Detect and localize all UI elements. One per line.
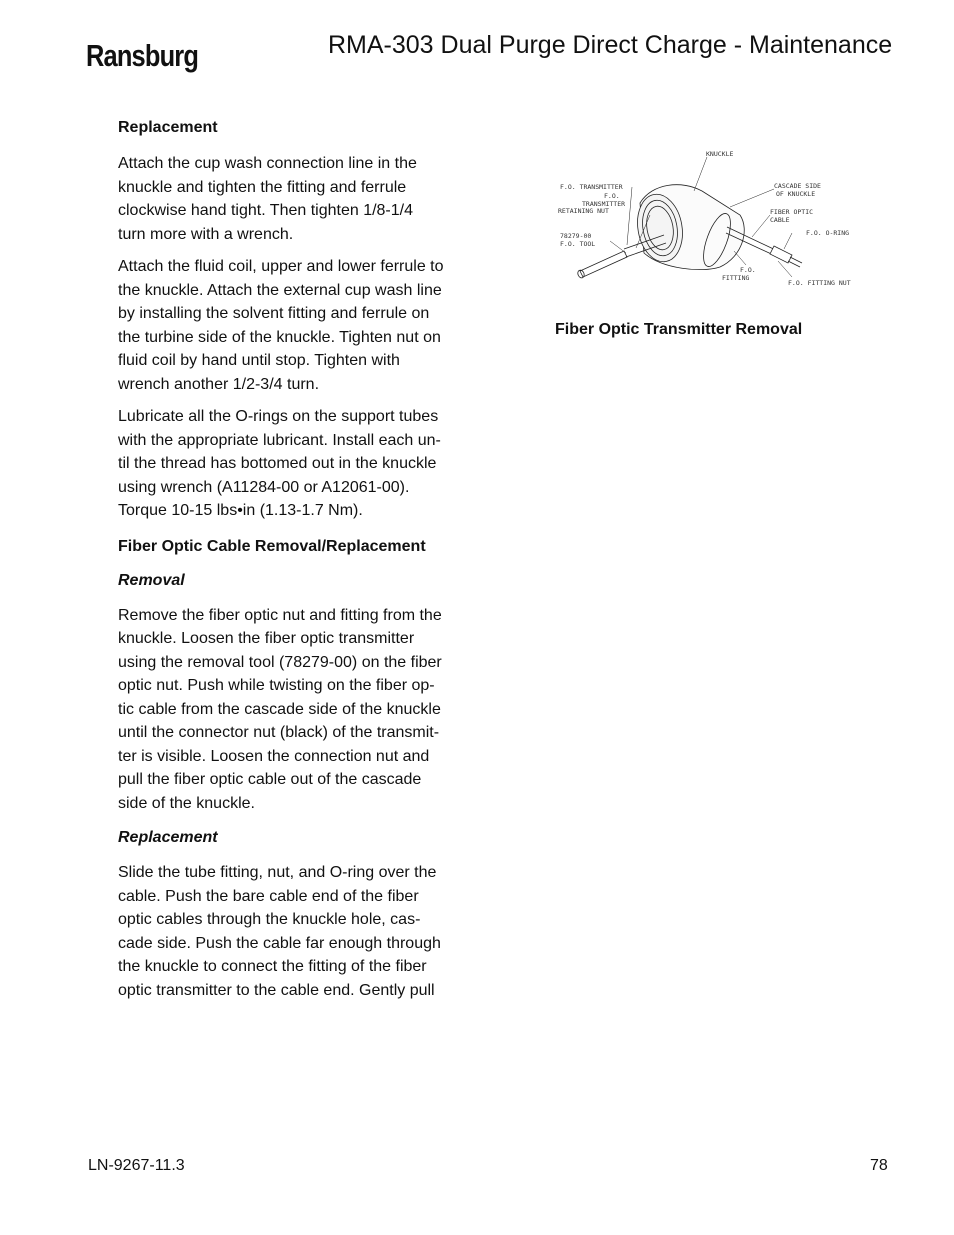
text-line: optic cables through the knuckle hole, cas- xyxy=(118,911,421,928)
paragraph-cup-wash xyxy=(118,152,478,246)
text-line: fluid coil by hand until stop. Tighten with xyxy=(118,352,400,369)
callout-fiber-optic-cable-1: FIBER OPTIC xyxy=(770,208,814,216)
subheading-removal: Removal xyxy=(118,571,185,589)
heading-replacement: Replacement xyxy=(118,119,218,136)
text-line: Slide the tube fitting, nut, and O-ring over the xyxy=(118,864,437,881)
text-line: the knuckle. Attach the external cup wash line xyxy=(118,281,442,299)
heading-fiber-optic-cable: Fiber Optic Cable Removal/Replacement xyxy=(118,537,426,555)
page-number: 78 xyxy=(870,1157,888,1174)
text-line: cable. Push the bare cable end of the fiber xyxy=(118,887,419,905)
callout-knuckle: KNUCKLE xyxy=(706,150,734,158)
text-line: Remove the fiber optic nut and fitting from the xyxy=(118,606,442,624)
text-line: Attach the fluid coil, upper and lower ferrule to xyxy=(118,258,444,275)
callout-cascade-side-2: OF KNUCKLE xyxy=(776,190,816,198)
page-title: RMA-303 Dual Purge Direct Charge - Maintenance xyxy=(328,31,893,59)
text-line: ter is visible. Loosen the connection nut and xyxy=(118,747,430,765)
paragraph-replacement xyxy=(118,861,478,1002)
text-line: Lubricate all the O-rings on the support tubes xyxy=(118,408,439,425)
paragraph-fluid-coil xyxy=(118,255,478,396)
subheading-replacement: Replacement xyxy=(118,829,218,846)
callout-retaining-nut-2: TRANSMITTER xyxy=(582,200,626,208)
text-line: with the appropriate lubricant. Install each un- xyxy=(118,431,441,449)
text-line: using wrench (A11284-00 or A12061-00). xyxy=(118,478,410,496)
paragraph-o-rings xyxy=(118,405,478,523)
callout-fo-tool: F.O. TOOL xyxy=(560,240,596,248)
text-line: til the thread has bottomed out in the knuckle xyxy=(118,455,437,472)
ransburg-logo: Ransburg xyxy=(86,38,199,73)
text-line: using the removal tool (78279-00) on the fiber xyxy=(118,653,442,671)
text-line: knuckle and tighten the fitting and ferrule xyxy=(118,178,407,196)
text-line: cade side. Push the cable far enough through xyxy=(118,934,441,952)
callout-fo-transmitter: F.O. TRANSMITTER xyxy=(560,183,623,191)
text-line: tic cable from the cascade side of the knuckle xyxy=(118,700,441,718)
callout-fo-fitting-2: FITTING xyxy=(722,274,750,282)
left-column xyxy=(118,118,478,1011)
fiber-optic-transmitter-figure xyxy=(552,145,862,295)
callout-fo-oring: F.O. O-RING xyxy=(806,229,850,237)
text-line: clockwise hand tight. Then tighten 1/8-1/4 xyxy=(118,202,413,219)
figure-caption: Fiber Optic Transmitter Removal xyxy=(555,321,803,338)
callout-retaining-nut-3: RETAINING NUT xyxy=(558,207,609,215)
callout-retaining-nut-1: F.O. xyxy=(604,192,620,200)
callout-tool-number: 78279-00 xyxy=(560,232,592,240)
text-line: Torque 10-15 lbs•in (1.13-1.7 Nm). xyxy=(118,502,363,519)
paragraph-removal xyxy=(118,604,478,816)
text-line: Attach the cup wash connection line in the xyxy=(118,155,417,172)
text-line: pull the fiber optic cable out of the cascade xyxy=(118,771,422,788)
text-line: the knuckle to connect the fitting of the fiber xyxy=(118,958,427,975)
callout-fo-fitting-1: F.O. xyxy=(740,266,756,274)
text-line: side of the knuckle. xyxy=(118,794,255,812)
callout-fo-fitting-nut: F.O. FITTING NUT xyxy=(788,279,851,287)
text-line: the turbine side of the knuckle. Tighten nut on xyxy=(118,328,441,346)
text-line: optic nut. Push while twisting on the fiber op- xyxy=(118,677,435,694)
callout-cascade-side-1: CASCADE SIDE xyxy=(774,182,821,190)
text-line: until the connector nut (black) of the transmit- xyxy=(118,724,440,741)
text-line: wrench another 1/2-3/4 turn. xyxy=(118,375,320,393)
callout-fiber-optic-cable-2: CABLE xyxy=(770,216,790,224)
document-number: LN-9267-11.3 xyxy=(88,1157,185,1174)
text-line: optic transmitter to the cable end. Gently pull xyxy=(118,981,435,999)
text-line: knuckle. Loosen the fiber optic transmitter xyxy=(118,630,415,647)
text-line: turn more with a wrench. xyxy=(118,225,294,243)
text-line: by installing the solvent fitting and ferrule on xyxy=(118,305,430,322)
